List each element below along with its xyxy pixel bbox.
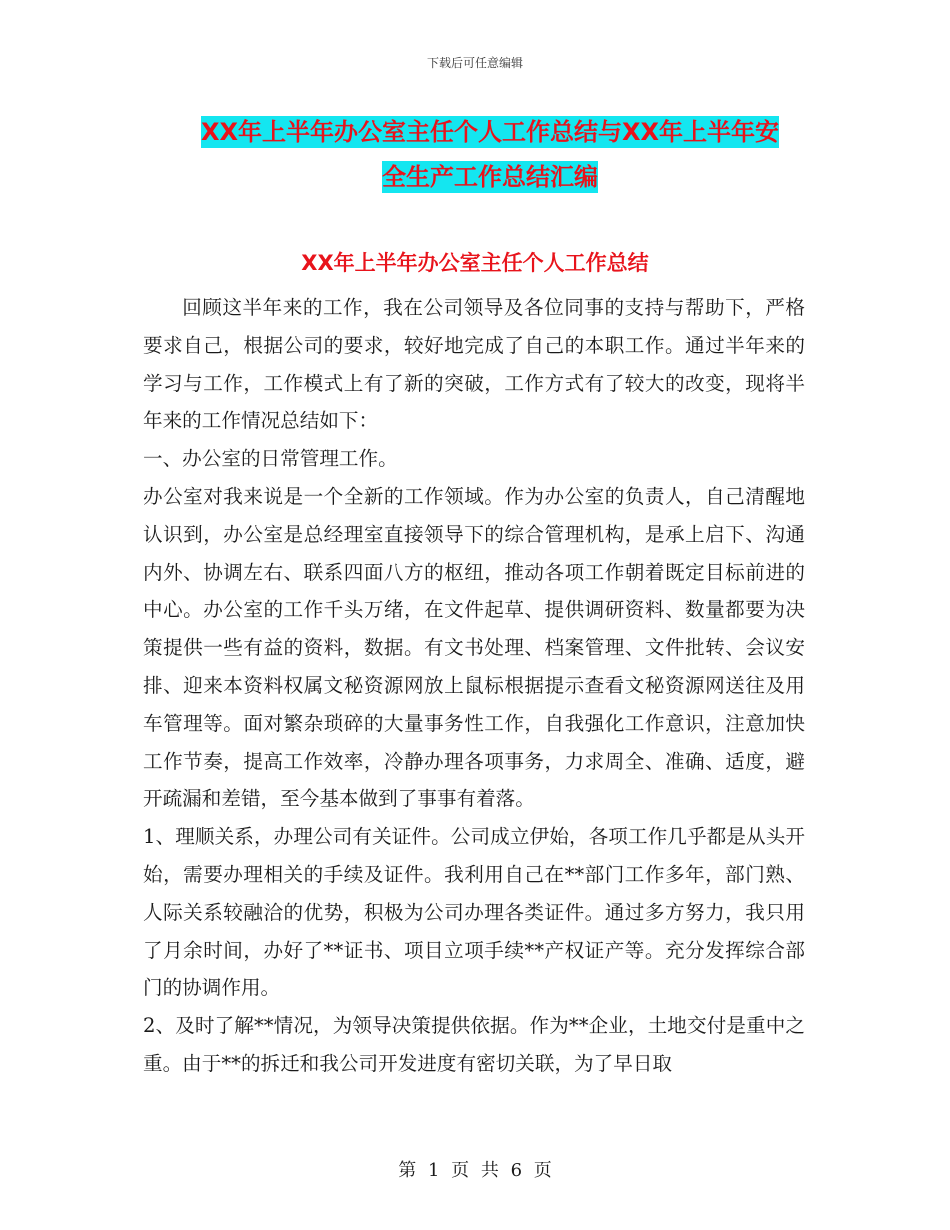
main-title-line-2: 全生产工作总结汇编	[382, 163, 598, 191]
download-note: 下载后可任意编辑	[426, 56, 523, 70]
paragraph-item-2: 2、及时了解**情况，为领导决策提供依据。作为**企业，土地交付是重中之重。由于**的拆迁和我公司开发进度有密切关联，为了早日取	[143, 1014, 805, 1075]
paragraph-office-role: 办公室对我来说是一个全新的工作领域。作为办公室的负责人，自己清醒地认识到，办公室是总经理室直接领导下的综合管理机构，是承上启下、沟通内外、协调左右、联系四面八方的枢纽，推动各项工作朝着既定目标前进的中心。办公室的工作千头万绪，在文件起草、提供调研资料、数量都要为决策提供一些有益的资料，数据。有文书处理、档案管理、文件批转、会议安排、迎来本资料权属文秘资源网放上鼠标根据提示查看文秘资源网送往及用车管理等。面对繁杂琐碎的大量事务性工作，自我强化工作意识，注意加快工作节奏，提高工作效率，冷静办理各项事务，力求周全、准确、适度，避开疏漏和差错，至今基本做到了事事有着落。	[143, 484, 805, 811]
main-title-line-1: XX年上半年办公室主任个人工作总结与XX年上半年安	[200, 118, 779, 146]
document-body	[143, 289, 805, 1083]
section-title: XX年上半年办公室主任个人工作总结	[301, 251, 649, 275]
document-main-title	[140, 110, 840, 200]
paragraph-intro: 回顾这半年来的工作，我在公司领导及各位同事的支持与帮助下，严格要求自己，根据公司的要求，较好地完成了自己的本职工作。通过半年来的学习与工作，工作模式上有了新的突破，工作方式有了较大的改变，现将半年来的工作情况总结如下：	[143, 296, 805, 433]
page-number-footer: 第 1 页 共 6 页	[398, 1160, 552, 1181]
heading-office-management: 一、办公室的日常管理工作。	[143, 447, 398, 471]
paragraph-item-1: 1、理顺关系，办理公司有关证件。公司成立伊始，各项工作几乎都是从头开始，需要办理相关的手续及证件。我利用自己在**部门工作多年，部门熟、人际关系较融洽的优势，积极为公司办理各类证件。通过多方努力，我只用了月余时间，办好了**证书、项目立项手续**产权证产等。充分发挥综合部门的协调作用。	[143, 825, 805, 1000]
